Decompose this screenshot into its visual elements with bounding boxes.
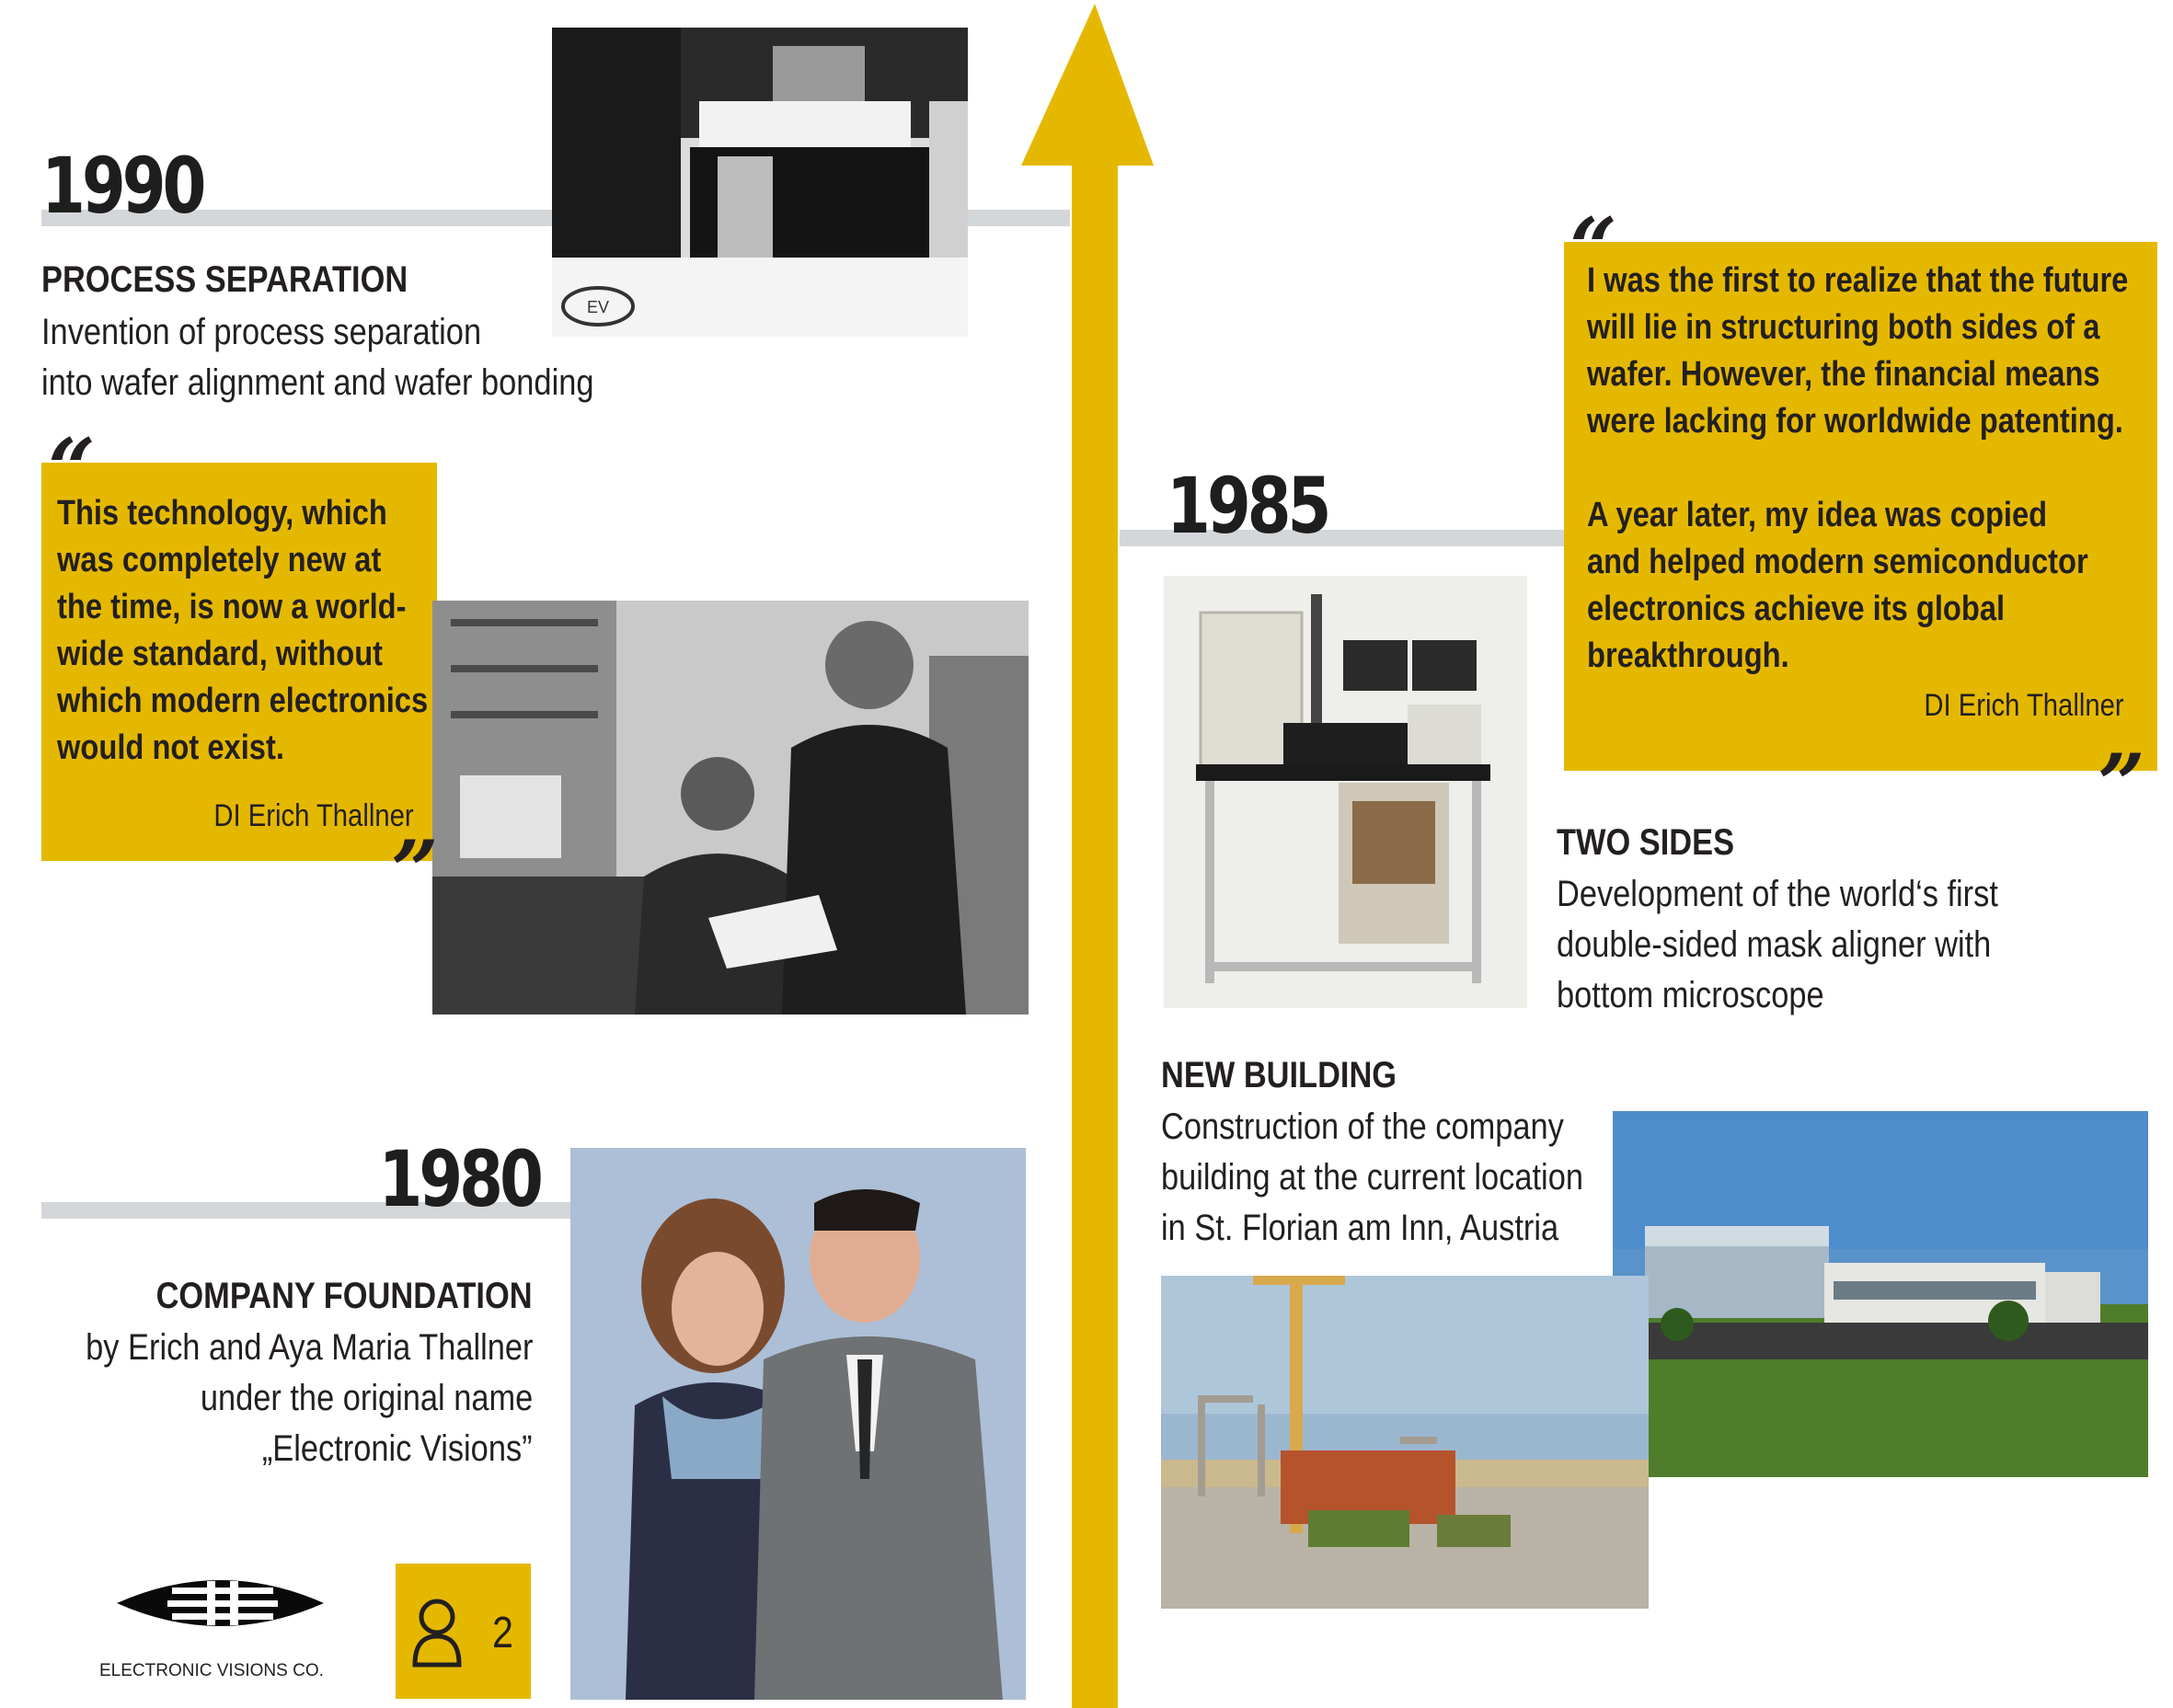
heading-new-building: NEW BUILDING <box>1161 1055 1397 1095</box>
quote-open-mark-1990: “ <box>48 420 96 518</box>
desc-building-line-3: in St. Florian am Inn, Austria <box>1161 1208 1559 1248</box>
quote-1990-line-5: which modern electronics <box>57 682 429 720</box>
ev-logo-icon <box>112 1566 328 1640</box>
desc-1980-line-3: „Electronic Visions” <box>262 1428 533 1469</box>
quote-1985-line-2: will lie in structuring both sides of a <box>1587 308 2100 347</box>
desc-1985-line-1: Development of the world‘s first <box>1557 874 1998 914</box>
desc-1980-line-2: under the original name <box>200 1378 533 1418</box>
desc-building-line-1: Construction of the company <box>1161 1106 1564 1147</box>
quote-close-mark-1990: ” <box>391 822 439 920</box>
year-1990: 1990 <box>41 141 203 231</box>
quote-1985-line-4: were lacking for worldwide patenting. <box>1587 402 2123 441</box>
quote-1985-author: DI Erich Thallner <box>1924 688 2124 723</box>
badge-count: 2 <box>492 1609 513 1657</box>
quote-1985-line-1: I was the first to realize that the future <box>1587 261 2129 300</box>
heading-company-foundation: COMPANY FOUNDATION <box>156 1276 533 1316</box>
desc-1980-line-1: by Erich and Aya Maria Thallner <box>85 1327 533 1368</box>
quote-1990-line-2: was completely new at <box>57 541 382 579</box>
svg-text:EV: EV <box>586 298 610 316</box>
desc-1985-line-3: bottom microscope <box>1557 975 1824 1015</box>
heading-process-separation: PROCESS SEPARATION <box>41 259 408 300</box>
quote-1990-author: DI Erich Thallner <box>213 798 414 833</box>
quote-1990-line-1: This technology, which <box>57 494 387 533</box>
quote-open-mark-1985: “ <box>1569 200 1617 297</box>
photo-mask-aligner <box>1164 576 1527 1008</box>
year-1980: 1980 <box>378 1134 540 1224</box>
photo-wafer-bonder-machine <box>552 28 968 337</box>
desc-1985-line-2: double-sided mask aligner with <box>1557 924 1992 965</box>
desc-1990-line-1: Invention of process separation <box>41 312 482 352</box>
photo-founders-couple <box>570 1148 1026 1700</box>
quote-1985-line-7: and helped modern semiconductor <box>1587 543 2088 581</box>
quote-close-mark-1985: ” <box>2098 736 2145 833</box>
person-icon <box>409 1596 465 1669</box>
quote-1990-line-6: would not exist. <box>57 728 284 767</box>
heading-two-sides: TWO SIDES <box>1557 822 1735 863</box>
page-badge <box>396 1564 531 1699</box>
logo-caption: ELECTRONIC VISIONS CO. <box>99 1661 324 1680</box>
quote-1990-line-4: wide standard, without <box>57 635 384 673</box>
photo-company-building <box>1613 1111 2148 1477</box>
quote-1985-line-8: electronics achieve its global <box>1587 590 2006 628</box>
desc-1990-line-2: into wafer alignment and wafer bonding <box>41 362 594 403</box>
photo-lab-two-men <box>432 601 1029 1014</box>
photo-building-construction <box>1161 1276 1649 1609</box>
quote-1985-line-3: wafer. However, the financial means <box>1587 355 2100 394</box>
timeline-arrow-icon <box>1012 0 1178 1708</box>
quote-1985-line-9: breakthrough. <box>1587 636 1789 675</box>
year-1985: 1985 <box>1167 461 1328 551</box>
quote-1985-line-6: A year later, my idea was copied <box>1587 496 2048 534</box>
quote-1990-line-3: the time, is now a world- <box>57 588 407 626</box>
desc-building-line-2: building at the current location <box>1161 1157 1583 1198</box>
